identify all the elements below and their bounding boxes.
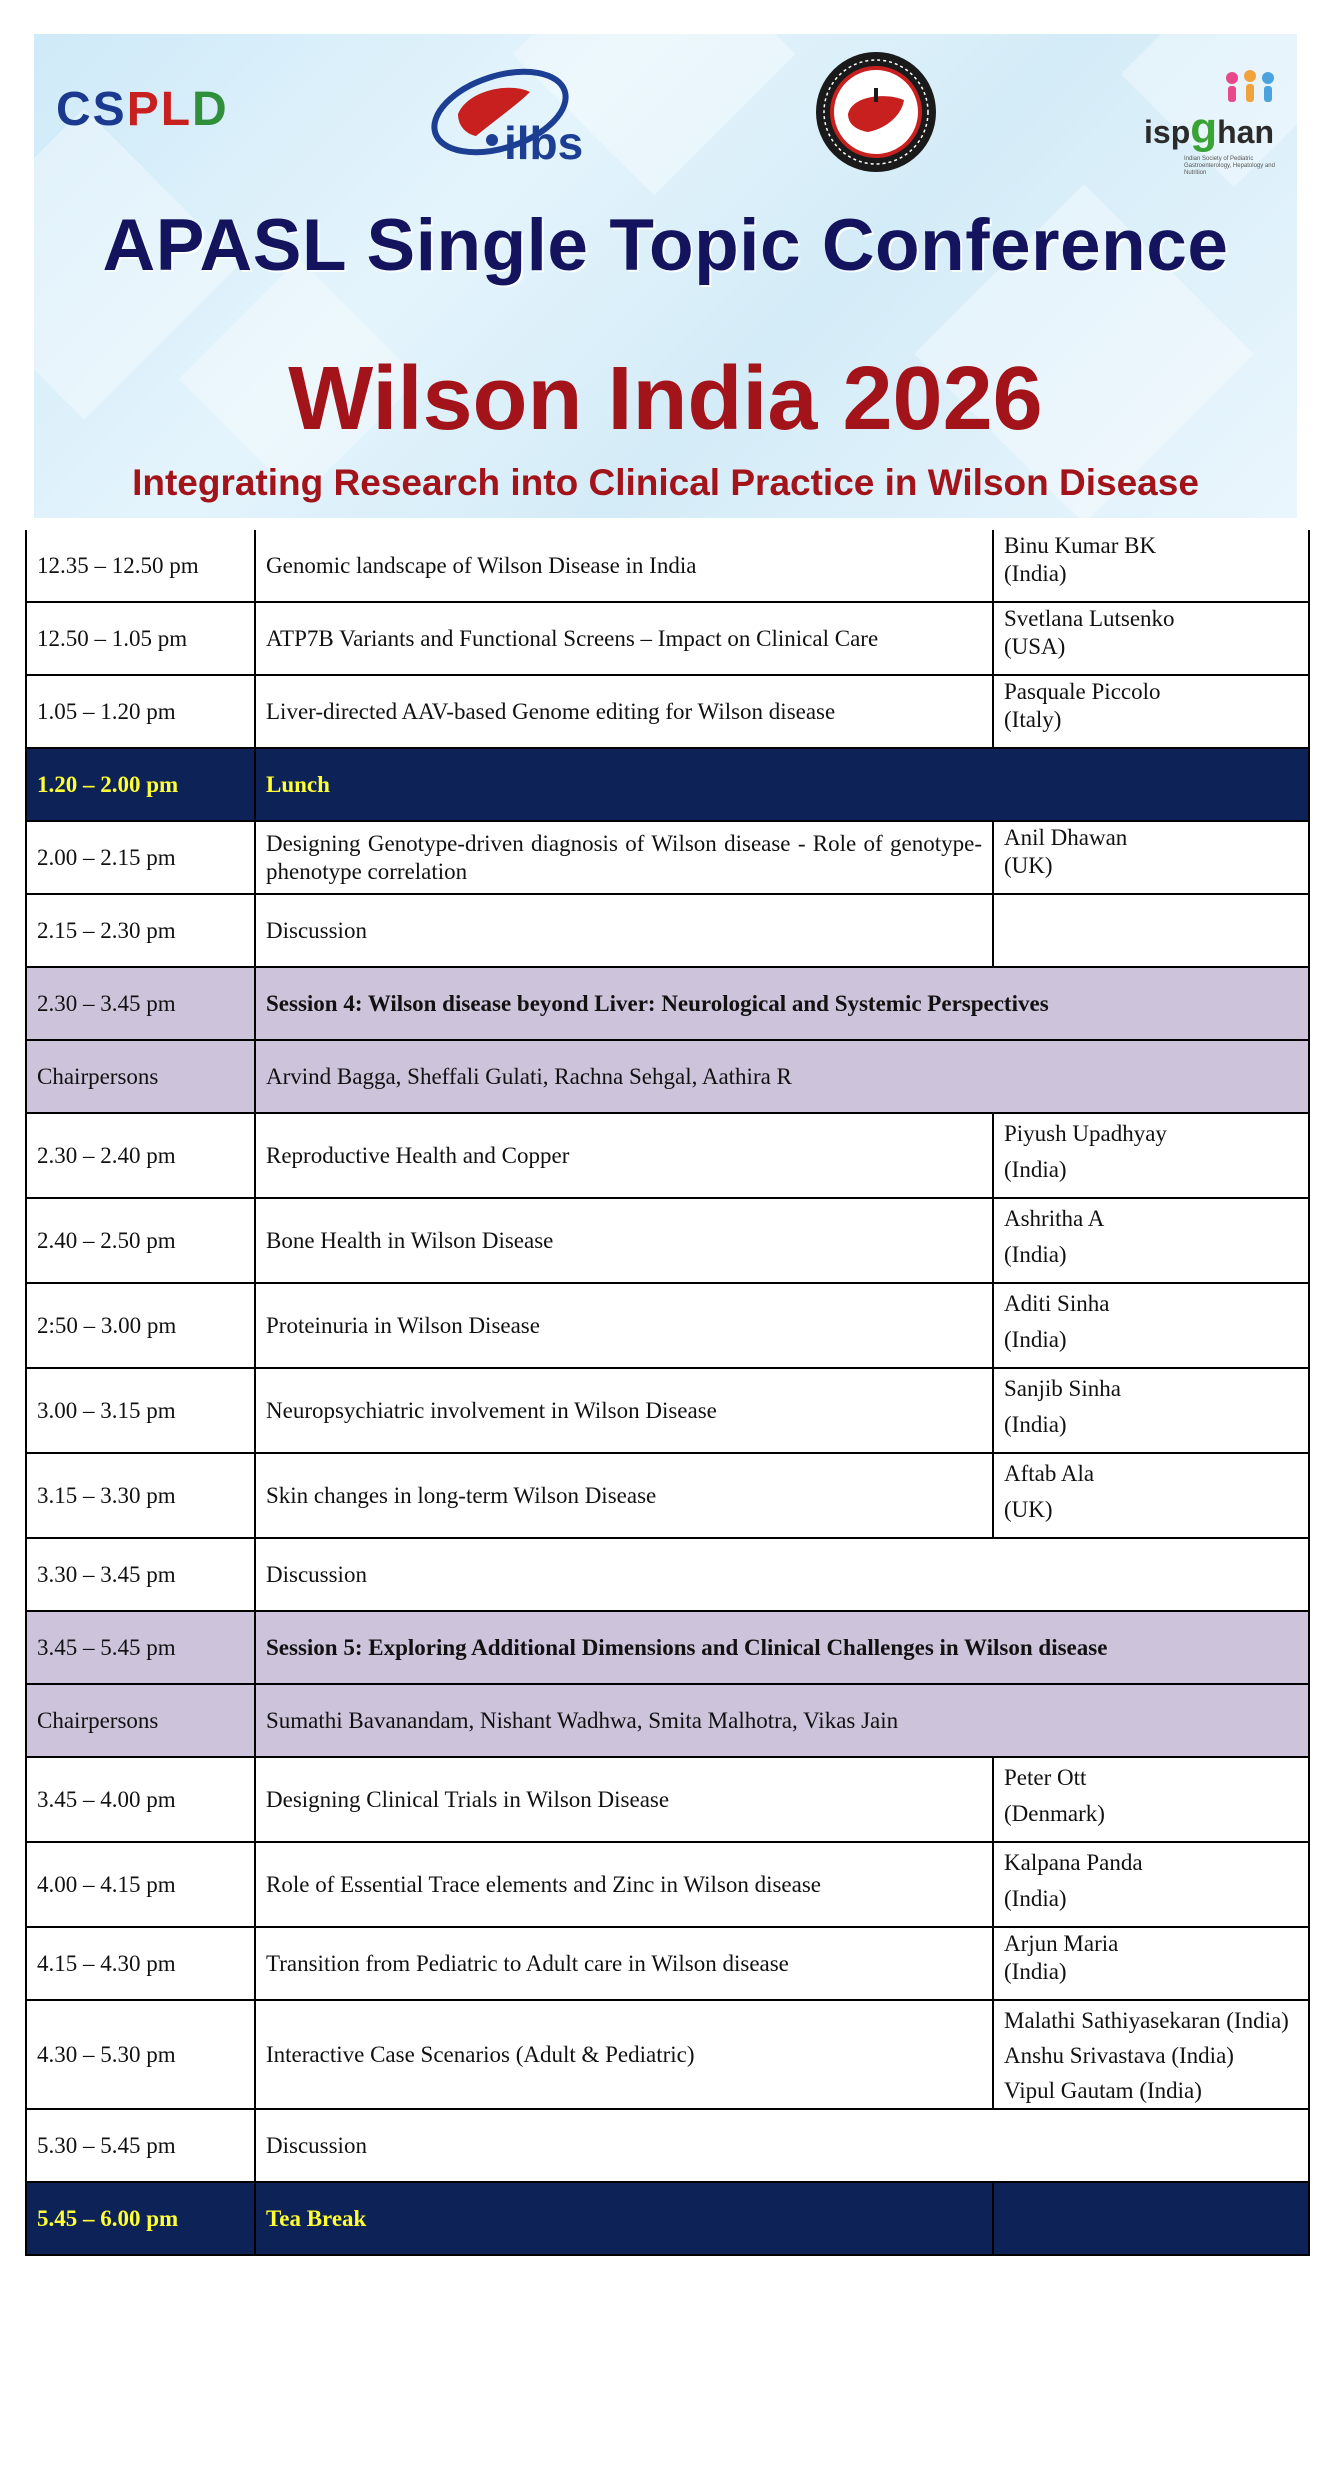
topic-cell: Designing Clinical Trials in Wilson Disease <box>255 1757 993 1842</box>
topic-cell: Transition from Pediatric to Adult care in Wilson disease <box>255 1927 993 2000</box>
topic-cell: Interactive Case Scenarios (Adult & Pediatric) <box>255 2000 993 2109</box>
table-row <box>26 1842 1309 1927</box>
table-row <box>26 1283 1309 1368</box>
speaker-cell: Aftab Ala (UK) <box>993 1453 1309 1538</box>
speaker-cell: Malathi Sathiyasekaran (India) Anshu Srivastava (India) Vipul Gautam (India) <box>993 2000 1309 2109</box>
chairpersons-label: Chairpersons <box>26 1040 255 1113</box>
speaker-cell: Kalpana Panda (India) <box>993 1842 1309 1927</box>
tea-break-row <box>26 2182 1309 2255</box>
table-row <box>26 1757 1309 1842</box>
time-cell: 3.00 – 3.15 pm <box>26 1368 255 1453</box>
topic-cell: Role of Essential Trace elements and Zinc in Wilson disease <box>255 1842 993 1927</box>
speaker-cell <box>993 2182 1309 2255</box>
children-figures-icon <box>1222 68 1282 108</box>
ispghan-subtitle: Indian Society of Pediatric Gastroenterology, Hepatology and Nutrition <box>1184 156 1275 176</box>
topic-cell: Proteinuria in Wilson Disease <box>255 1283 993 1368</box>
topic-cell: Liver-directed AAV-based Genome editing for Wilson disease <box>255 675 993 748</box>
society-seal-icon <box>812 48 940 176</box>
lunch-row <box>26 748 1309 821</box>
topic-cell: Designing Genotype-driven diagnosis of Wilson disease - Role of genotype-phenotype correlation <box>255 821 993 894</box>
conference-title: APASL Single Topic Conference <box>102 205 1229 286</box>
time-cell: 3.15 – 3.30 pm <box>26 1453 255 1538</box>
topic-cell: Discussion <box>255 2109 1309 2182</box>
topic-cell: Genomic landscape of Wilson Disease in India <box>255 530 993 602</box>
table-row <box>26 821 1309 894</box>
time-cell: 12.50 – 1.05 pm <box>26 602 255 675</box>
time-cell: 4.30 – 5.30 pm <box>26 2000 255 2109</box>
table-row <box>26 1198 1309 1283</box>
cspld-logo: CSPLD <box>56 83 229 136</box>
topic-cell: Reproductive Health and Copper <box>255 1113 993 1198</box>
time-cell: 3.45 – 5.45 pm <box>26 1611 255 1684</box>
session-title: Session 5: Exploring Additional Dimensions and Clinical Challenges in Wilson disease <box>255 1611 1309 1684</box>
speaker-cell: Anil Dhawan (UK) <box>993 821 1309 894</box>
speaker-cell: Aditi Sinha (India) <box>993 1283 1309 1368</box>
topic-cell: Tea Break <box>255 2182 993 2255</box>
conference-banner <box>34 34 1297 518</box>
speaker-cell: Pasquale Piccolo (Italy) <box>993 675 1309 748</box>
society-seal-logo <box>812 48 940 176</box>
time-cell: 3.30 – 3.45 pm <box>26 1538 255 1611</box>
time-cell: 12.35 – 12.50 pm <box>26 530 255 602</box>
table-row <box>26 530 1309 602</box>
time-cell: 4.15 – 4.30 pm <box>26 1927 255 2000</box>
table-row <box>26 2000 1309 2109</box>
speaker-cell <box>993 894 1309 967</box>
chairpersons-names: Arvind Bagga, Sheffali Gulati, Rachna Sehgal, Aathira R <box>255 1040 1309 1113</box>
speaker-cell: Piyush Upadhyay (India) <box>993 1113 1309 1198</box>
topic-cell: Discussion <box>255 1538 1309 1611</box>
time-cell: 2.00 – 2.15 pm <box>26 821 255 894</box>
table-row <box>26 1927 1309 2000</box>
topic-cell: Bone Health in Wilson Disease <box>255 1198 993 1283</box>
time-cell: 2.30 – 2.40 pm <box>26 1113 255 1198</box>
topic-cell: ATP7B Variants and Functional Screens – Impact on Clinical Care <box>255 602 993 675</box>
ilbs-logo: ilbs <box>418 54 608 174</box>
table-row <box>26 602 1309 675</box>
speaker-cell: Peter Ott (Denmark) <box>993 1757 1309 1842</box>
speaker-cell: Svetlana Lutsenko (USA) <box>993 602 1309 675</box>
schedule-table <box>25 530 1310 2256</box>
time-cell: 2.15 – 2.30 pm <box>26 894 255 967</box>
session-title: Session 4: Wilson disease beyond Liver: Neurological and Systemic Perspectives <box>255 967 1309 1040</box>
event-subtitle: Integrating Research into Clinical Practice in Wilson Disease <box>132 462 1199 503</box>
time-cell: 5.30 – 5.45 pm <box>26 2109 255 2182</box>
time-cell: 2:50 – 3.00 pm <box>26 1283 255 1368</box>
time-cell: 2.40 – 2.50 pm <box>26 1198 255 1283</box>
table-row <box>26 1538 1309 1611</box>
time-cell: 1.05 – 1.20 pm <box>26 675 255 748</box>
chairpersons-names: Sumathi Bavanandam, Nishant Wadhwa, Smita Malhotra, Vikas Jain <box>255 1684 1309 1757</box>
topic-cell: Discussion <box>255 894 993 967</box>
topic-cell: Lunch <box>255 748 1309 821</box>
topic-cell: Neuropsychiatric involvement in Wilson Disease <box>255 1368 993 1453</box>
topic-cell: Skin changes in long-term Wilson Disease <box>255 1453 993 1538</box>
time-cell: 1.20 – 2.00 pm <box>26 748 255 821</box>
speaker-cell: Ashritha A (India) <box>993 1198 1309 1283</box>
table-row <box>26 1113 1309 1198</box>
time-cell: 4.00 – 4.15 pm <box>26 1842 255 1927</box>
time-cell: 2.30 – 3.45 pm <box>26 967 255 1040</box>
speaker-cell: Binu Kumar BK (India) <box>993 530 1309 602</box>
table-row <box>26 1368 1309 1453</box>
table-row <box>26 2109 1309 2182</box>
speaker-cell: Sanjib Sinha (India) <box>993 1368 1309 1453</box>
ispghan-logo <box>1144 68 1284 178</box>
session-header-row <box>26 1611 1309 1684</box>
event-title: Wilson India 2026 <box>288 349 1043 449</box>
table-row <box>26 675 1309 748</box>
chairpersons-row <box>26 1040 1309 1113</box>
chairpersons-row <box>26 1684 1309 1757</box>
chairpersons-label: Chairpersons <box>26 1684 255 1757</box>
time-cell: 5.45 – 6.00 pm <box>26 2182 255 2255</box>
time-cell: 3.45 – 4.00 pm <box>26 1757 255 1842</box>
ispghan-wordmark: ispghan <box>1144 104 1275 153</box>
speaker-cell: Arjun Maria (India) <box>993 1927 1309 2000</box>
table-row <box>26 1453 1309 1538</box>
table-row <box>26 894 1309 967</box>
session-header-row <box>26 967 1309 1040</box>
